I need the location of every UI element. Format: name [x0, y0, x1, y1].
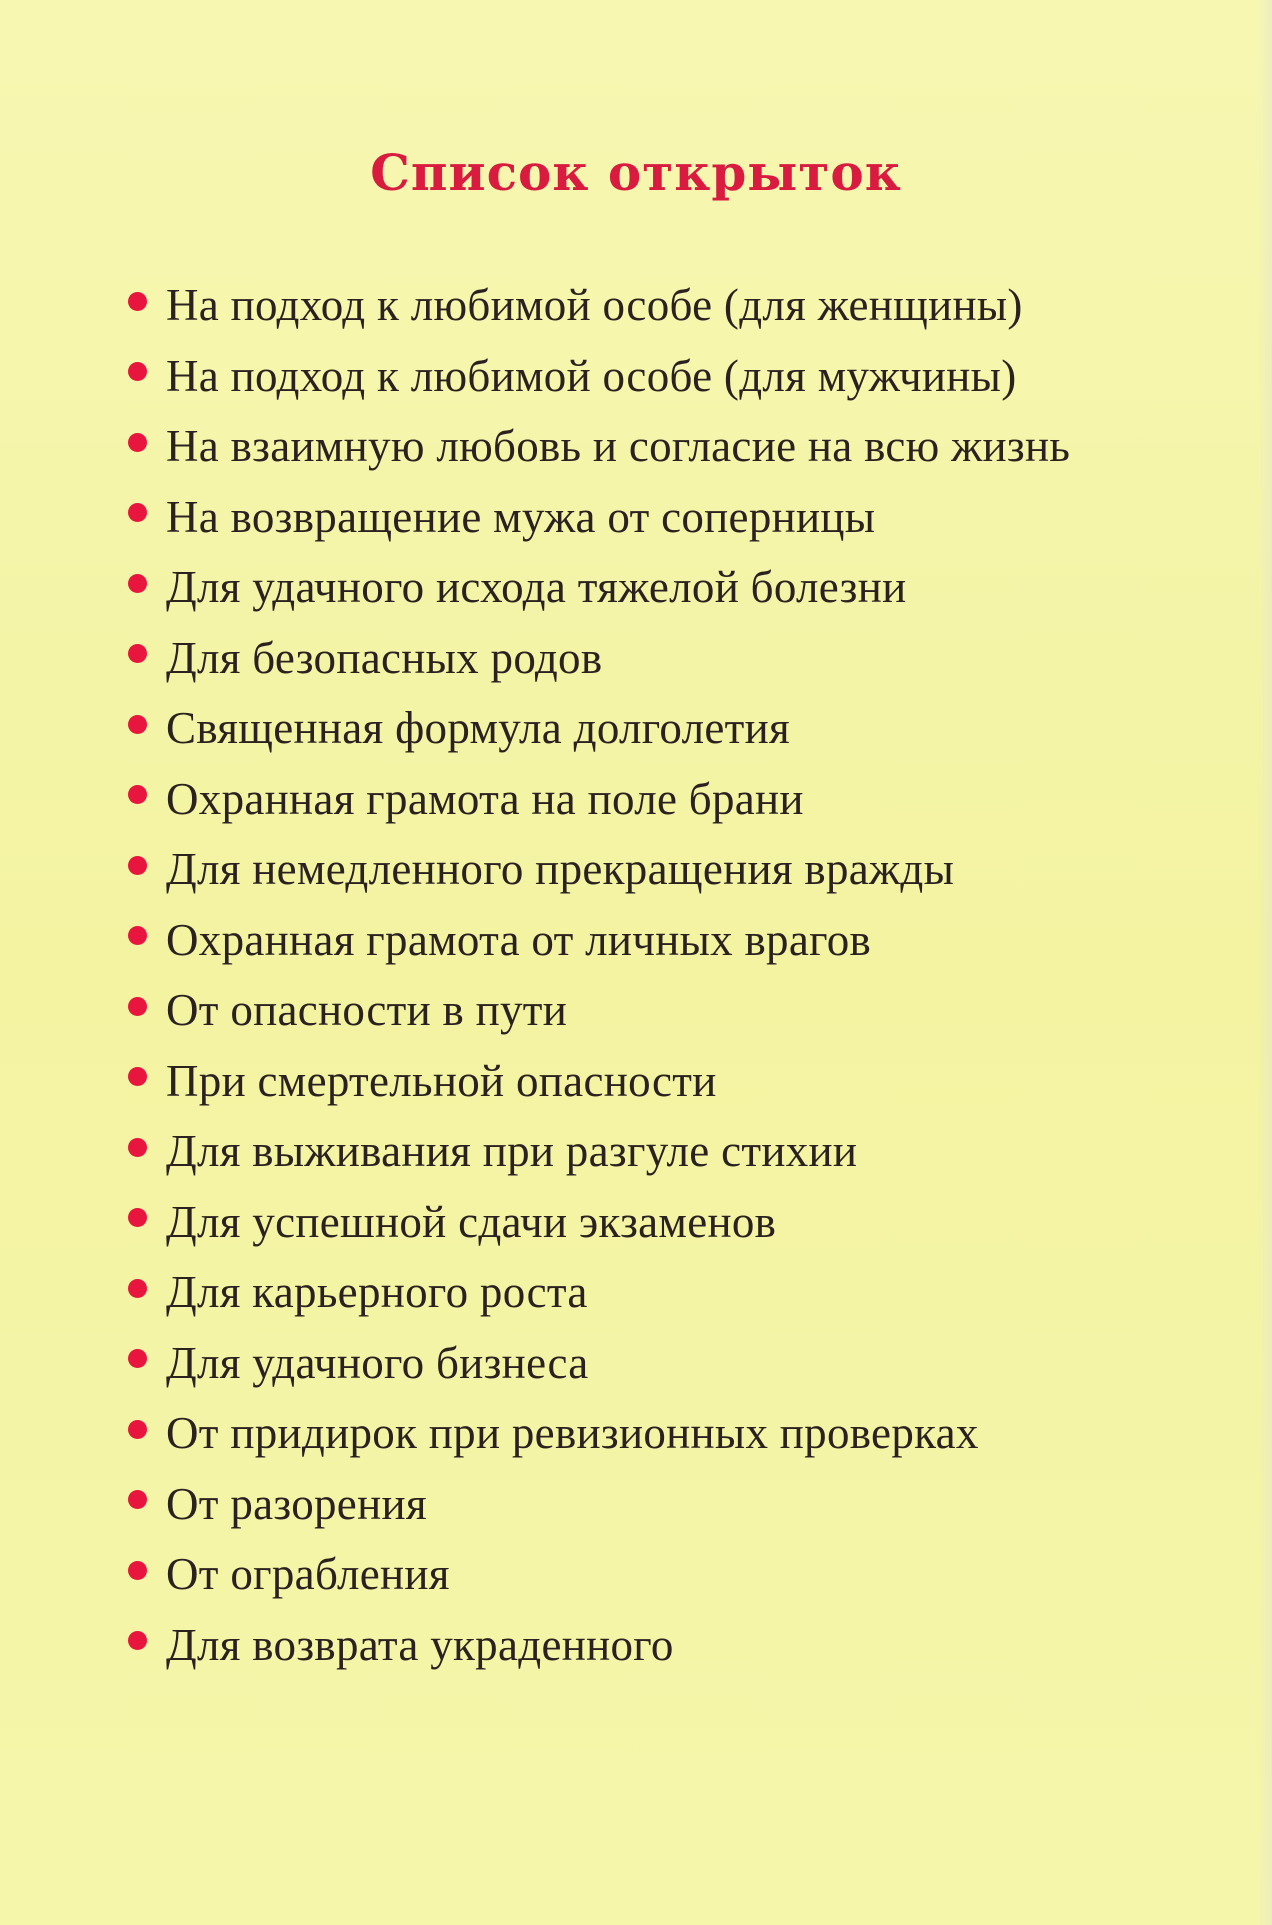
page-title: Список открыток: [370, 143, 902, 202]
bullet-icon: [128, 1067, 147, 1086]
list-item-label: От ограбления: [166, 1549, 450, 1600]
bullet-icon: [128, 433, 147, 452]
postcard-list: [128, 270, 1228, 1680]
bullet-icon: [128, 1138, 147, 1157]
list-item-label: На взаимную любовь и согласие на всю жизнь: [166, 421, 1071, 472]
bullet-icon: [128, 362, 147, 381]
list-item-label: Для немедленного прекращения вражды: [166, 844, 955, 895]
list-item-label: Для удачного исхода тяжелой болезни: [166, 562, 907, 613]
list-item-label: Для успешной сдачи экзаменов: [166, 1196, 777, 1247]
list-item-label: Для возврата украденного: [166, 1619, 674, 1670]
list-item-label: На подход к любимой особе (для женщины): [166, 280, 1023, 331]
bullet-icon: [128, 997, 147, 1016]
list-item: [128, 552, 1228, 623]
bullet-icon: [128, 856, 147, 875]
list-item-label: Священная формула долголетия: [166, 703, 791, 754]
list-item: [128, 764, 1228, 835]
list-item: [128, 975, 1228, 1046]
list-item-label: От придирок при ревизионных проверках: [166, 1408, 979, 1459]
list-item: [128, 905, 1228, 976]
list-item-label: От разорения: [166, 1478, 427, 1529]
bullet-icon: [128, 1631, 147, 1650]
list-item-label: Для удачного бизнеса: [166, 1337, 589, 1388]
list-item: [128, 623, 1228, 694]
bullet-icon: [128, 1208, 147, 1227]
list-item: [128, 270, 1228, 341]
list-item-label: При смертельной опасности: [166, 1055, 717, 1106]
list-item: [128, 693, 1228, 764]
list-item: [128, 1469, 1228, 1540]
list-item-label: Для выживания при разгуле стихии: [166, 1126, 858, 1177]
list-item: [128, 1398, 1228, 1469]
list-item: [128, 1187, 1228, 1258]
bullet-icon: [128, 1349, 147, 1368]
list-item: [128, 482, 1228, 553]
list-item: [128, 1610, 1228, 1681]
bullet-icon: [128, 1420, 147, 1439]
list-item-label: Охранная грамота на поле брани: [166, 773, 804, 824]
bullet-icon: [128, 292, 147, 311]
list-item: [128, 834, 1228, 905]
bullet-icon: [128, 715, 147, 734]
bullet-icon: [128, 926, 147, 945]
list-item-label: Охранная грамота от личных врагов: [166, 914, 872, 965]
list-item: [128, 1116, 1228, 1187]
bullet-icon: [128, 1490, 147, 1509]
list-item: [128, 411, 1228, 482]
list-item: [128, 1257, 1228, 1328]
list-item-label: На подход к любимой особе (для мужчины): [166, 350, 1017, 401]
list-item-label: На возвращение мужа от соперницы: [166, 491, 876, 542]
list-item-label: От опасности в пути: [166, 985, 568, 1036]
bullet-icon: [128, 574, 147, 593]
list-item: [128, 1328, 1228, 1399]
bullet-icon: [128, 644, 147, 663]
list-item: [128, 1046, 1228, 1117]
list-item: [128, 341, 1228, 412]
bullet-icon: [128, 1279, 147, 1298]
bullet-icon: [128, 503, 147, 522]
list-item-label: Для безопасных родов: [166, 632, 603, 683]
list-item: [128, 1539, 1228, 1610]
bullet-icon: [128, 1561, 147, 1580]
bullet-icon: [128, 785, 147, 804]
list-item-label: Для карьерного роста: [166, 1267, 588, 1318]
